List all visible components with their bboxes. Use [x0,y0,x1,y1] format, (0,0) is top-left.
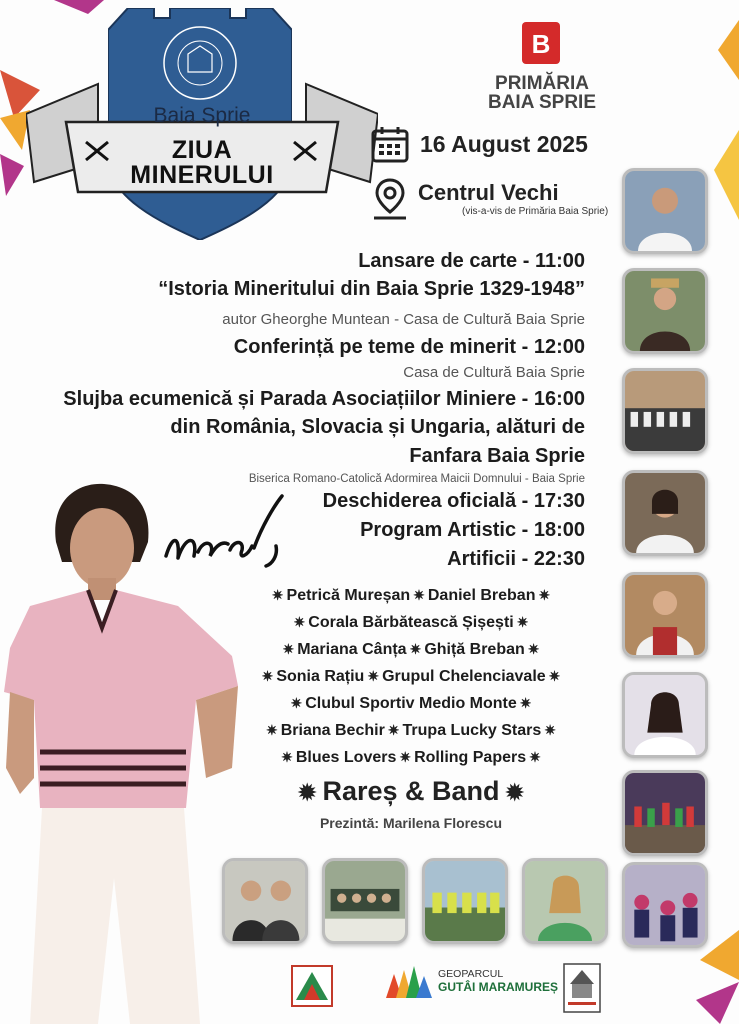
sun-icon: ✹ [505,780,524,805]
schedule-item: Fanfara Baia Sprie [409,445,585,467]
headliner-name: Rareș & Band [322,776,500,806]
sports-club-photo [422,858,508,944]
star-icon: ✷ [527,641,540,657]
schedule-item: Artificii - 22:30 [447,548,585,570]
star-icon: ✷ [293,614,306,630]
star-icon: ✷ [548,668,561,684]
schedule-item: “Istoria Mineritului din Baia Sprie 1329-1948” [158,278,585,300]
geopark-title: GEOPARCUL [438,968,504,980]
artist-name: Grupul Chelenciavale [382,668,546,685]
schedule-item: Lansare de carte - 11:00 [358,250,585,272]
star-icon: ✷ [399,749,412,765]
artist-photo [622,268,708,354]
logo-title-line1: ZIUA [171,136,233,164]
calendar-icon [370,124,410,164]
star-icon: ✷ [409,641,422,657]
artist-row [236,744,586,771]
artist-photo [522,858,608,944]
schedule-item: Conferință pe teme de minerit - 12:00 [233,336,585,358]
artist-name: Ghiță Breban [424,641,525,658]
artist-name: Trupa Lucky Stars [402,722,542,739]
artist-name: Blues Lovers [295,749,397,766]
county-museum-logo [562,962,602,1014]
event-location: Centrul Vechi [418,179,559,205]
geopark-logo [386,964,558,998]
artist-photo [622,672,708,758]
star-icon: ✷ [261,668,274,684]
presenter-credit: Prezintă: Marilena Florescu [319,815,503,831]
geopark-name: GUTÂI MARAMUREȘ [438,980,558,994]
schedule-item: Slujba ecumenică și Parada Asociațiilor Miniere - 16:00 [63,388,585,410]
signature-graphic [158,486,298,576]
artist-row [236,582,586,609]
logo-title-line2: MINERULUI [130,161,274,189]
primaria-logo-icon [522,22,560,64]
artist-name: Clubul Sportiv Medio Monte [305,695,517,712]
band-photo [322,858,408,944]
artist-row [236,636,586,663]
crystal-decoration-top [54,0,104,18]
artist-row [236,717,586,744]
star-icon: ✷ [519,695,532,711]
schedule-item: autor Gheorghe Muntean - Casa de Cultură Baia Sprie [222,311,585,328]
primaria-line1: PRIMĂRIA [495,73,589,94]
primaria-line2: BAIA SPRIE [487,92,597,113]
artist-row [236,609,586,636]
artist-photo [622,470,708,556]
star-icon: ✷ [290,695,303,711]
artist-row [236,663,586,690]
schedule-item: Casa de Cultură Baia Sprie [403,364,585,381]
star-icon: ✷ [544,722,556,738]
artist-name: Petrică Mureșan [286,587,411,604]
artist-name: Briana Bechir [280,722,385,739]
headliner-row [236,771,586,811]
star-icon: ✷ [266,722,278,738]
event-date-row [370,124,588,164]
schedule-item: Biserica Romano-Catolică Adormirea Maicii Domnului - Baia Sprie [248,473,585,485]
museum-mineralogy-logo [282,960,342,1014]
star-icon: ✷ [529,749,541,765]
location-pin-icon [372,178,408,220]
choir-photo [622,368,708,454]
star-icon: ✷ [282,641,295,657]
logo-event-title [96,138,308,188]
star-icon: ✷ [281,749,293,765]
sun-icon: ✹ [298,780,317,805]
artists-lineup [236,582,586,835]
event-date: 16 August 2025 [420,130,588,157]
schedule-item: Deschiderea oficială - 17:30 [322,490,585,512]
schedule-item: Program Artistic - 18:00 [360,519,585,541]
dance-group-photo [622,770,708,856]
star-icon: ✷ [271,587,284,603]
schedule-item: din România, Slovacia și Ungaria, alături de [170,416,585,438]
geopark-logo-icon [386,964,432,998]
logo-city-name: Baia Sprie [153,104,251,127]
artist-photo [622,572,708,658]
event-location-row [372,178,608,220]
dance-group-photo [622,862,708,948]
star-icon: ✷ [538,587,551,603]
star-icon: ✷ [413,587,425,603]
star-icon: ✷ [516,614,529,630]
primaria-name [474,74,610,112]
svg-text:B: B [531,29,551,59]
artist-photo [622,168,708,254]
event-location-detail: (vis-a-vis de Primăria Baia Sprie) [462,205,609,217]
star-icon: ✷ [387,722,400,738]
artist-row [236,690,586,717]
artist-name: Rolling Papers [414,749,527,766]
artist-name: Daniel Breban [427,587,536,604]
star-icon: ✷ [367,668,380,684]
artist-name: Mariana Cânța [297,641,407,658]
artist-name: Sonia Rațiu [276,668,365,685]
artist-name: Corala Bărbătească Șișești [308,614,514,631]
